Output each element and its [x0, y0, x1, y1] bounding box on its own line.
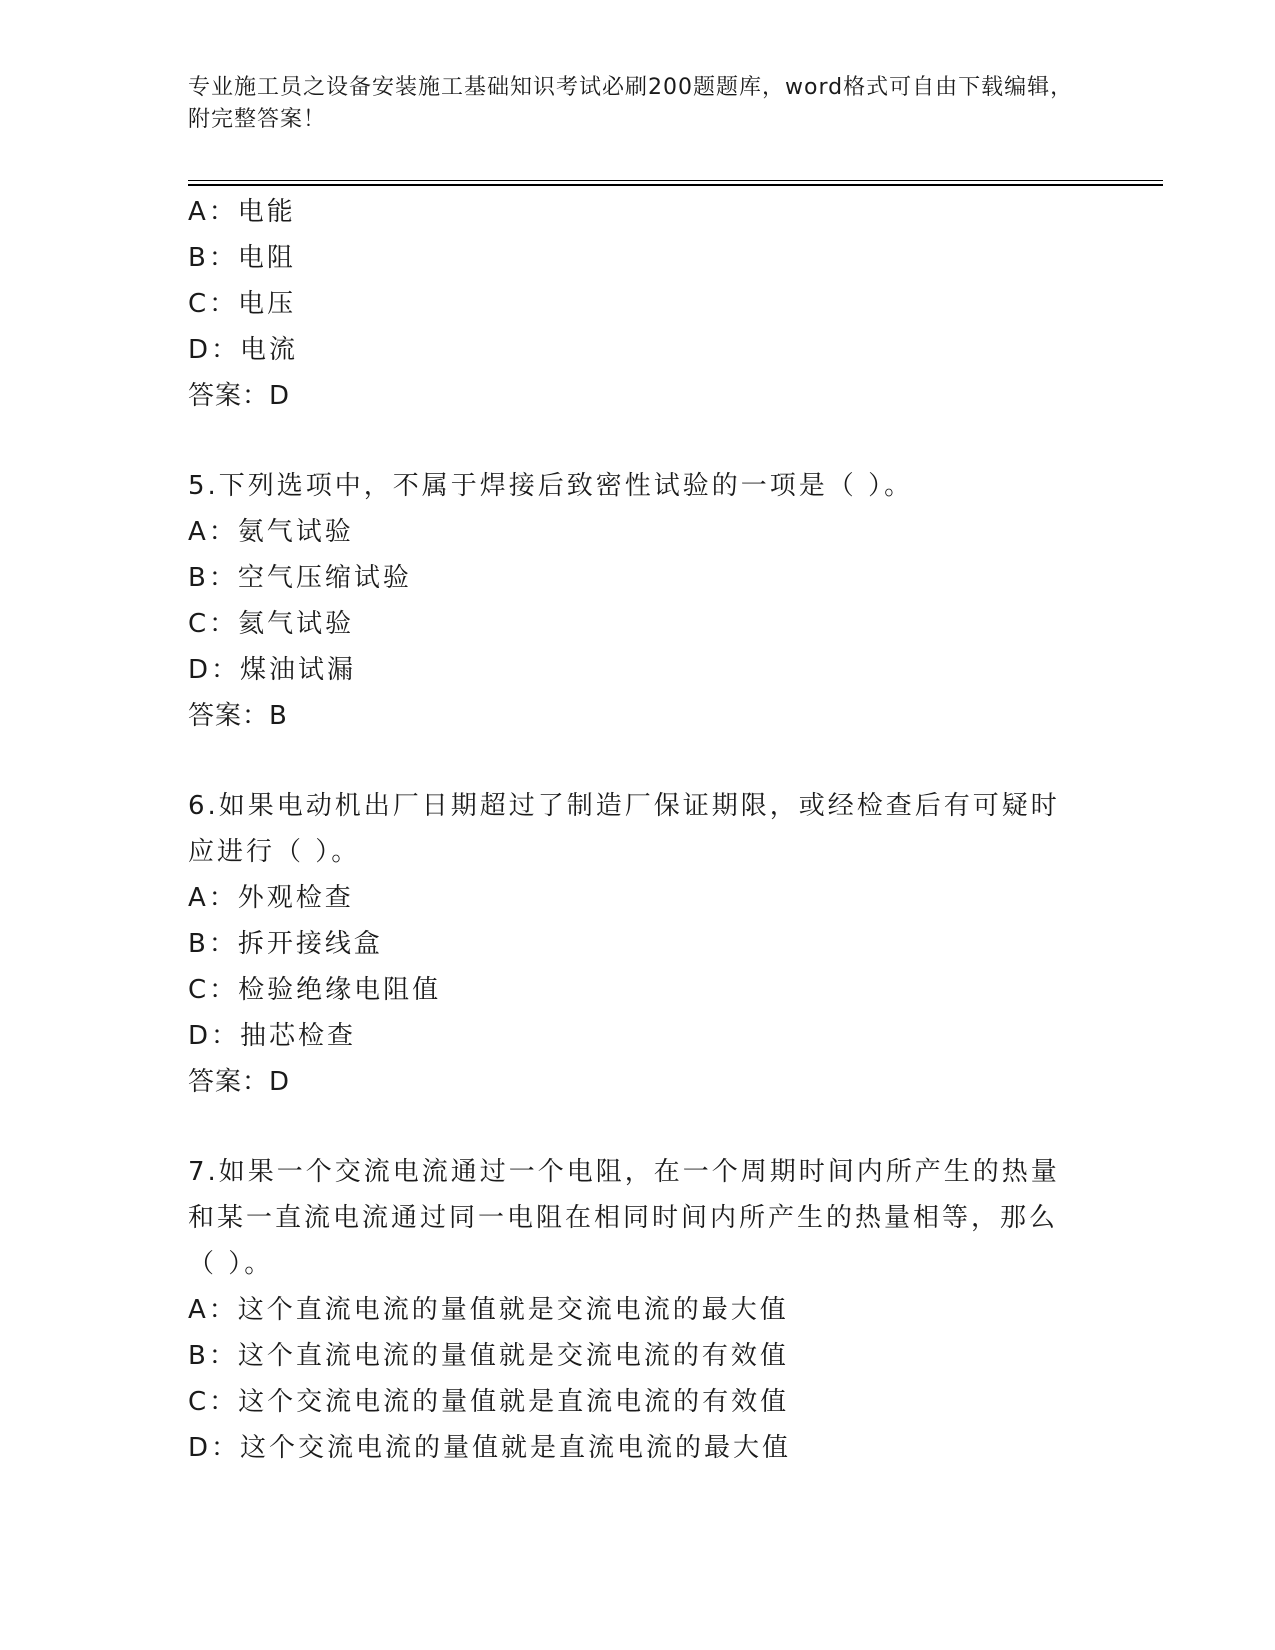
option-c: C：检验绝缘电阻值: [188, 975, 442, 1005]
option-b: B：拆开接线盒: [188, 929, 383, 959]
question-stem: 6.如果电动机出厂日期超过了制造厂保证期限，或经检查后有可疑时应进行（ ）。: [188, 791, 1060, 867]
option-b: B：空气压缩试验: [188, 563, 412, 593]
option-c: C：氦气试验: [188, 609, 355, 639]
option-d: D：电流: [188, 335, 299, 365]
document-header: 专业施工员之设备安装施工基础知识考试必刷200题题库，word格式可自由下载编辑，附完整答案！: [188, 75, 1074, 132]
option-c: C：电压: [188, 289, 297, 319]
question-6: [188, 783, 1078, 1105]
option-a: A：这个直流电流的量值就是交流电流的最大值: [188, 1295, 789, 1325]
question-7: [188, 1149, 1078, 1471]
spacer: [188, 739, 1078, 783]
option-d: D：煤油试漏: [188, 655, 357, 685]
spacer: [188, 419, 1078, 463]
question-4: [188, 189, 1078, 419]
option-c: C：这个交流电流的量值就是直流电流的有效值: [188, 1387, 790, 1417]
answer: 答案：D: [188, 1067, 291, 1097]
option-b: B：这个直流电流的量值就是交流电流的有效值: [188, 1341, 789, 1371]
option-d: D：这个交流电流的量值就是直流电流的最大值: [188, 1433, 792, 1463]
question-content: [188, 189, 1078, 1471]
option-a: A：氨气试验: [188, 517, 354, 547]
header-rule-thin: [188, 180, 1163, 181]
answer: 答案：D: [188, 381, 291, 411]
answer: 答案：B: [188, 701, 288, 731]
question-stem: 5.下列选项中，不属于焊接后致密性试验的一项是（ ）。: [188, 471, 914, 501]
question-stem: 7.如果一个交流电流通过一个电阻，在一个周期时间内所产生的热量和某一直流电流通过同一电阻在相同时间内所产生的热量相等，那么（ ）。: [188, 1157, 1060, 1279]
option-b: B：电阻: [188, 243, 296, 273]
question-5: [188, 463, 1078, 739]
spacer: [188, 1105, 1078, 1149]
option-a: A：电能: [188, 197, 296, 227]
option-a: A：外观检查: [188, 883, 354, 913]
option-d: D：抽芯检查: [188, 1021, 357, 1051]
header-rule-thick: [188, 184, 1163, 186]
